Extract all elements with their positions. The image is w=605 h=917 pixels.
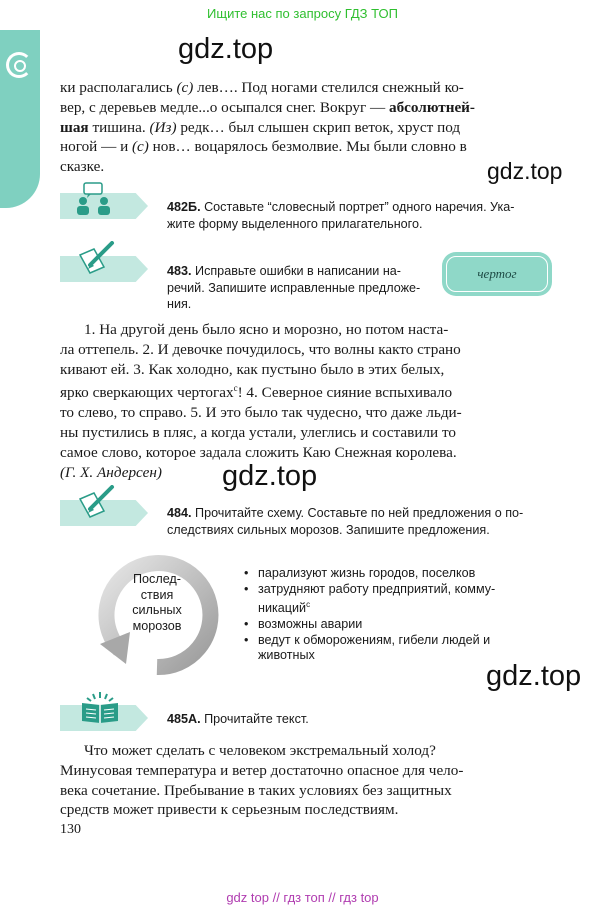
list-item: • парализуют жизнь городов, поселков	[244, 566, 544, 582]
open-book-icon	[80, 690, 120, 724]
text-line: средств может привести к серьезным последствиям.	[60, 801, 399, 819]
text-line: (Г. Х. Андерсен)	[60, 463, 162, 481]
watermark: gdz.top	[178, 33, 274, 65]
task-483: 483. Исправьте ошибки в написании на- речий. Запишите исправленные предложе- ния.	[167, 264, 421, 311]
text-line: шая тишина. (Из) редк… был слышен скрип веток, хруст под	[60, 118, 461, 136]
task-485: 485А. Прочитайте текст.	[167, 712, 309, 726]
text-line: ки располагались (с) лев…. Под ногами стелился снежный ко-	[60, 79, 464, 96]
swirl-icon	[6, 52, 32, 78]
pencil-notebook-icon	[76, 241, 116, 275]
exercise-485-text	[60, 741, 555, 820]
list-item: • ведут к обморожениям, гибели людей и животных	[244, 633, 544, 664]
text-line: Минусовая температура и ветер достаточно опасное для чело-	[60, 761, 464, 779]
text-paragraph-top	[60, 78, 555, 177]
discussion-icon	[74, 182, 114, 216]
vocabulary-word: чертог	[446, 256, 548, 292]
text-line: ны пустились в пляс, а когда устали, улеглись и составили то	[60, 424, 456, 442]
text-line: ярко сверкающих чертогах$^с$! 4. Северное сияние вспыхивало	[60, 383, 453, 402]
footer-watermark: gdz top // гдз топ // гдз top	[226, 890, 379, 905]
list-item: • затрудняют работу предприятий, комму- никаций$^с$	[244, 582, 544, 617]
task-484: 484. Прочитайте схему. Составьте по ней предложения о по- следствиях сильных морозов. Запишите предложения.	[167, 506, 524, 537]
page-number: 130	[60, 822, 81, 837]
text-line: ла оттепель. 2. И девочке почудилось, что волны както страно	[60, 340, 461, 358]
watermark: gdz.top	[222, 460, 318, 492]
task-482: 482Б. Составьте “словесный портрет” одного наречия. Ука- жите форму выделенного прилагательного.	[167, 200, 515, 231]
text-line: ногой — и (с) нов… воцарялось безмолвие. Мы были словно в	[60, 138, 467, 156]
watermark: gdz.top	[487, 158, 563, 184]
exercise-483-text	[60, 320, 555, 482]
text-line: то слево, то справо. 5. И это было так чудесно, что даже льди-	[60, 404, 462, 422]
text-line: сказке.	[60, 158, 105, 176]
text-line: вер, с деревьев медле...о осыпался снег. Вокруг — абсолютней-	[60, 98, 475, 116]
consequences-list	[244, 566, 544, 664]
text-line: века сочетание. Пребывание в таких условиях без защитных	[60, 781, 452, 799]
text-line: Что может сделать с человеком экстремальный холод?	[84, 742, 436, 759]
text-line: 1. На другой день было ясно и морозно, но потом наста-	[84, 321, 449, 338]
text-line: самое слово, которое задала сложить Каю Снежная королева.	[60, 443, 457, 461]
pencil-notebook-icon	[76, 485, 116, 519]
cycle-center-label: Послед- ствия сильных морозов	[132, 572, 182, 633]
vocabulary-badge	[442, 252, 552, 296]
list-item: • возможны аварии	[244, 617, 544, 633]
text-line: кивают ей. 3. Как холодно, как пустыно было в этих белых,	[60, 360, 445, 378]
watermark: gdz.top	[486, 660, 582, 692]
search-banner: Ищите нас по запросу ГДЗ ТОП	[207, 6, 398, 21]
